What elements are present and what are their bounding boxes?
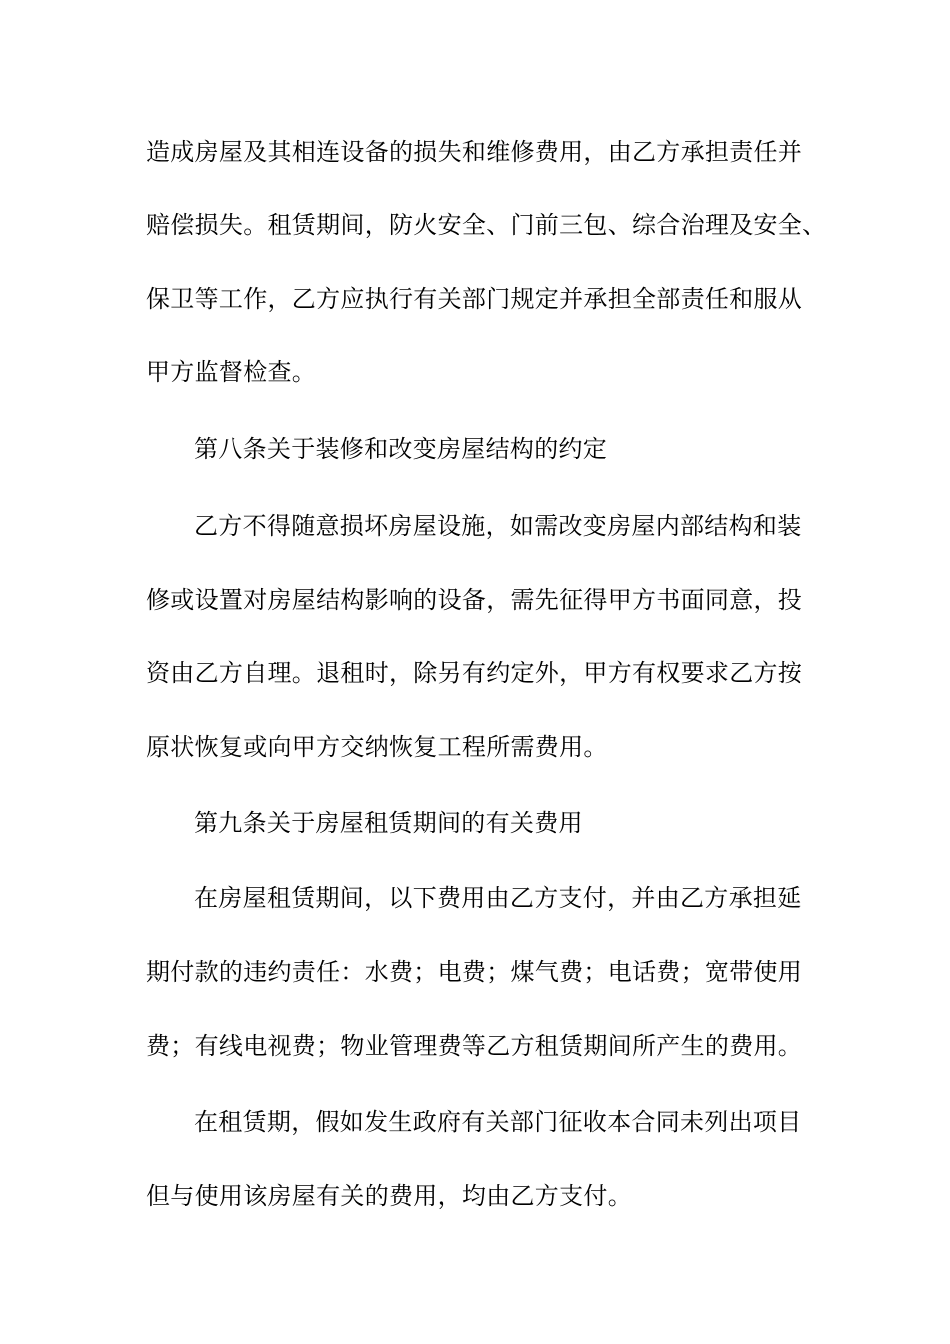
text-line: 在租赁期，假如发生政府有关部门征收本合同未列出项目 xyxy=(194,1108,802,1136)
text-line: 但与使用该房屋有关的费用，均由乙方支付。 xyxy=(146,1182,632,1210)
text-line: 原状恢复或向甲方交纳恢复工程所需费用。 xyxy=(146,733,608,761)
text-line: 资由乙方自理。退租时，除另有约定外，甲方有权要求乙方按 xyxy=(146,659,803,687)
text-line: 修或设置对房屋结构影响的设备，需先征得甲方书面同意，投 xyxy=(146,586,803,614)
text-line: 赔偿损失。租赁期间，防火安全、门前三包、综合治理及安全、 xyxy=(146,211,827,239)
text-line: 甲方监督检查。 xyxy=(146,358,317,386)
text-line: 费；有线电视费；物业管理费等乙方租赁期间所产生的费用。 xyxy=(146,1032,803,1060)
text-line: 期付款的违约责任：水费；电费；煤气费；电话费；宽带使用 xyxy=(146,958,803,986)
text-line: 造成房屋及其相连设备的损失和维修费用，由乙方承担责任并 xyxy=(146,138,803,166)
section-heading: 第九条关于房屋租赁期间的有关费用 xyxy=(194,809,583,837)
text-line: 乙方不得随意损坏房屋设施，如需改变房屋内部结构和装 xyxy=(194,512,802,540)
section-heading: 第八条关于装修和改变房屋结构的约定 xyxy=(194,435,608,463)
text-line: 在房屋租赁期间，以下费用由乙方支付，并由乙方承担延 xyxy=(194,884,802,912)
text-line: 保卫等工作，乙方应执行有关部门规定并承担全部责任和服从 xyxy=(146,285,803,313)
